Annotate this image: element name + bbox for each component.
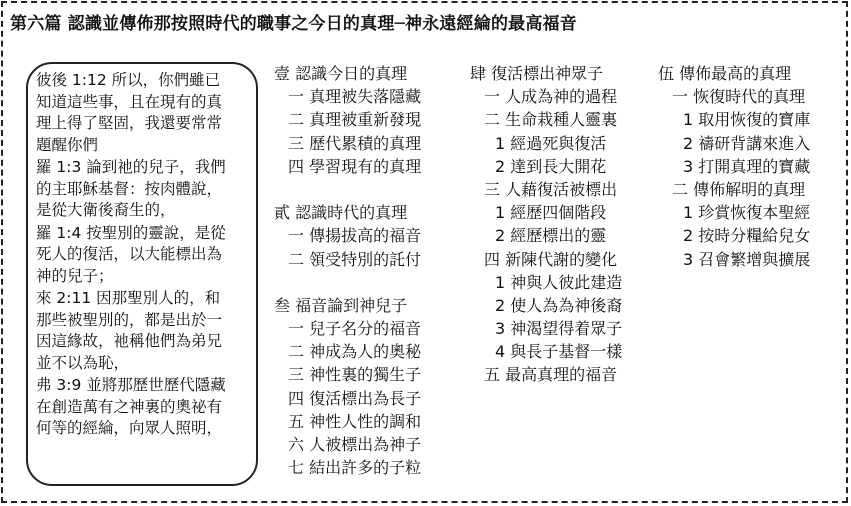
outline-point: 二 領受特別的託付 xyxy=(288,249,422,269)
outline-heading: 貳 認識時代的真理 xyxy=(274,203,408,223)
outline-heading: 叁 福音論到神兒子 xyxy=(274,295,408,315)
verse-heb-2-11: 來 2:11 因那聖別人的，和 那些被聖別的，都是出於一 因這緣故，祂稱他們為弟兄 並不以為恥， xyxy=(36,289,223,372)
outline-subpoint: 1 經歷四個階段 xyxy=(495,203,607,223)
outline-point: 四 復活標出為長子 xyxy=(288,388,422,408)
outline-point: 二 傳佈解明的真理 xyxy=(672,179,806,199)
verse-eph-3-9: 弗 3:9 並將那歷世歷代隱藏 在創造萬有之神裏的奧祕有 何等的經綸，向眾人照明， xyxy=(36,376,226,437)
outline-spacer xyxy=(274,271,421,294)
outline-point: 二 真理被重新發現 xyxy=(288,110,422,130)
outline-subpoint: 3 神渴望得着眾子 xyxy=(495,319,623,339)
verse-2pet-1-12: 彼後 1:12 所以，你們雖已 知道這些事，且在現有的真 理上得了堅固，我還要常常 題醒你們 xyxy=(36,71,223,154)
outline-point: 七 結出許多的子粒 xyxy=(288,458,422,478)
outline-point: 五 神性人性的調和 xyxy=(288,411,422,431)
outline-subpoint: 1 經過死與復活 xyxy=(495,133,607,153)
outline-subpoint: 1 神與人彼此建造 xyxy=(495,272,623,292)
outline-subpoint: 3 打開真理的寶藏 xyxy=(683,156,811,176)
outline-point: 三 人藉復活被標出 xyxy=(484,179,618,199)
outline-point: 一 人成為神的過程 xyxy=(484,87,618,107)
outline-subpoint: 2 按時分糧給兒女 xyxy=(683,226,811,246)
outline-point: 五 最高真理的福音 xyxy=(484,365,618,385)
outline-column-2 xyxy=(470,62,622,387)
verse-rom-1-3: 羅 1:3 論到祂的兒子，我們 的主耶穌基督：按肉體說， 是從大衛後裔生的， xyxy=(36,158,226,219)
outline-point: 四 學習現有的真理 xyxy=(288,156,422,176)
verse-rom-1-4: 羅 1:4 按聖別的靈說，是從 死人的復活，以大能標出為 神的兒子； xyxy=(36,223,226,285)
outline-subpoint: 2 經歷標出的靈 xyxy=(495,226,607,246)
outline-subpoint: 1 取用恢復的寶庫 xyxy=(683,110,811,130)
outline-point: 一 傳揚拔高的福音 xyxy=(288,226,422,246)
outline-point: 二 生命栽種人靈裏 xyxy=(484,110,618,130)
outline-point: 三 歷代累積的真理 xyxy=(288,133,422,153)
outline-point: 二 神成為人的奧秘 xyxy=(288,342,422,362)
outline-point: 一 恢復時代的真理 xyxy=(672,87,806,107)
verse-box xyxy=(26,62,258,486)
outline-subpoint: 2 禱研背講來進入 xyxy=(683,133,811,153)
outline-subpoint: 4 與長子基督一樣 xyxy=(495,342,623,362)
outline-subpoint: 1 珍賞恢復本聖經 xyxy=(683,203,811,223)
outline-subpoint: 3 召會繁增與擴展 xyxy=(683,249,811,269)
outline-point: 三 神性裏的獨生子 xyxy=(288,365,422,385)
outline-point: 六 人被標出為神子 xyxy=(288,435,422,454)
outline-point: 四 新陳代謝的變化 xyxy=(484,249,618,269)
outline-subpoint: 2 達到長大開花 xyxy=(495,156,607,176)
outline-point: 一 真理被失落隱藏 xyxy=(288,87,422,107)
page-title: 第六篇 認識並傳佈那按照時代的職事之今日的真理─神永遠經綸的最高福音 xyxy=(10,14,577,34)
outline-spacer xyxy=(274,178,421,201)
outline-column-1 xyxy=(274,62,421,479)
outline-heading: 伍 傳佈最高的真理 xyxy=(658,64,792,83)
outline-point: 一 兒子名分的福音 xyxy=(288,319,422,339)
outline-column-3 xyxy=(658,62,810,271)
outline-heading: 壹 認識今日的真理 xyxy=(274,64,408,83)
outline-heading: 肆 復活標出神眾子 xyxy=(470,64,604,83)
outline-subpoint: 2 使人為為神後裔 xyxy=(495,295,623,315)
